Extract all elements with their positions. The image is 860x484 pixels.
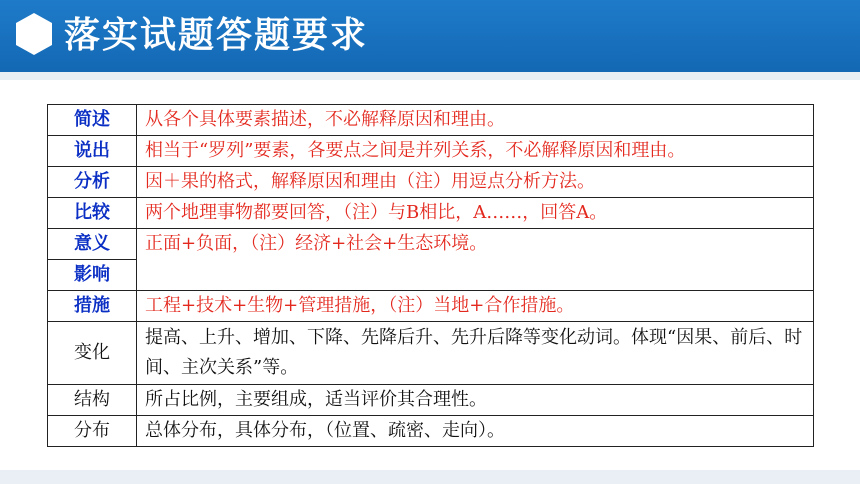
table-row	[48, 322, 814, 385]
table-row	[48, 136, 814, 167]
term-cell: 意义	[48, 229, 137, 260]
table-row	[48, 198, 814, 229]
desc-cell: 提高、上升、增加、下降、先降后升、先升后降等变化动词。体现“因果、前后、时间、主次关系”等。	[137, 322, 814, 385]
hexagon-icon	[14, 11, 54, 57]
term-cell: 影响	[48, 260, 137, 291]
page-title: 落实试题答题要求	[64, 15, 369, 56]
footer-bar	[0, 470, 860, 484]
term-cell: 分布	[48, 416, 137, 447]
desc-cell: 两个地理事物都要回答，（注）与B相比，A……，回答A。	[137, 198, 814, 229]
term-cell: 简述	[48, 105, 137, 136]
title-bar	[0, 0, 860, 72]
table-row	[48, 385, 814, 416]
term-cell: 结构	[48, 385, 137, 416]
term-cell: 变化	[48, 322, 137, 385]
table-row	[48, 105, 814, 136]
desc-cell: 从各个具体要素描述，不必解释原因和理由。	[137, 105, 814, 136]
desc-cell: 因＋果的格式，解释原因和理由（注）用逗点分析方法。	[137, 167, 814, 198]
term-cell: 分析	[48, 167, 137, 198]
table-row	[48, 291, 814, 322]
desc-cell: 总体分布，具体分布，（位置、疏密、走向）。	[137, 416, 814, 447]
table-row	[48, 229, 814, 260]
desc-cell: 工程+技术+生物+管理措施，（注）当地+合作措施。	[137, 291, 814, 322]
term-cell: 比较	[48, 198, 137, 229]
term-cell: 措施	[48, 291, 137, 322]
term-cell: 说出	[48, 136, 137, 167]
header-divider	[0, 72, 860, 80]
table-row	[48, 416, 814, 447]
requirements-table	[47, 104, 814, 447]
desc-cell: 相当于“罗列”要素，各要点之间是并列关系，不必解释原因和理由。	[137, 136, 814, 167]
table-row	[48, 167, 814, 198]
desc-cell: 正面+负面，（注）经济+社会+生态环境。	[137, 229, 814, 291]
desc-cell: 所占比例，主要组成，适当评价其合理性。	[137, 385, 814, 416]
